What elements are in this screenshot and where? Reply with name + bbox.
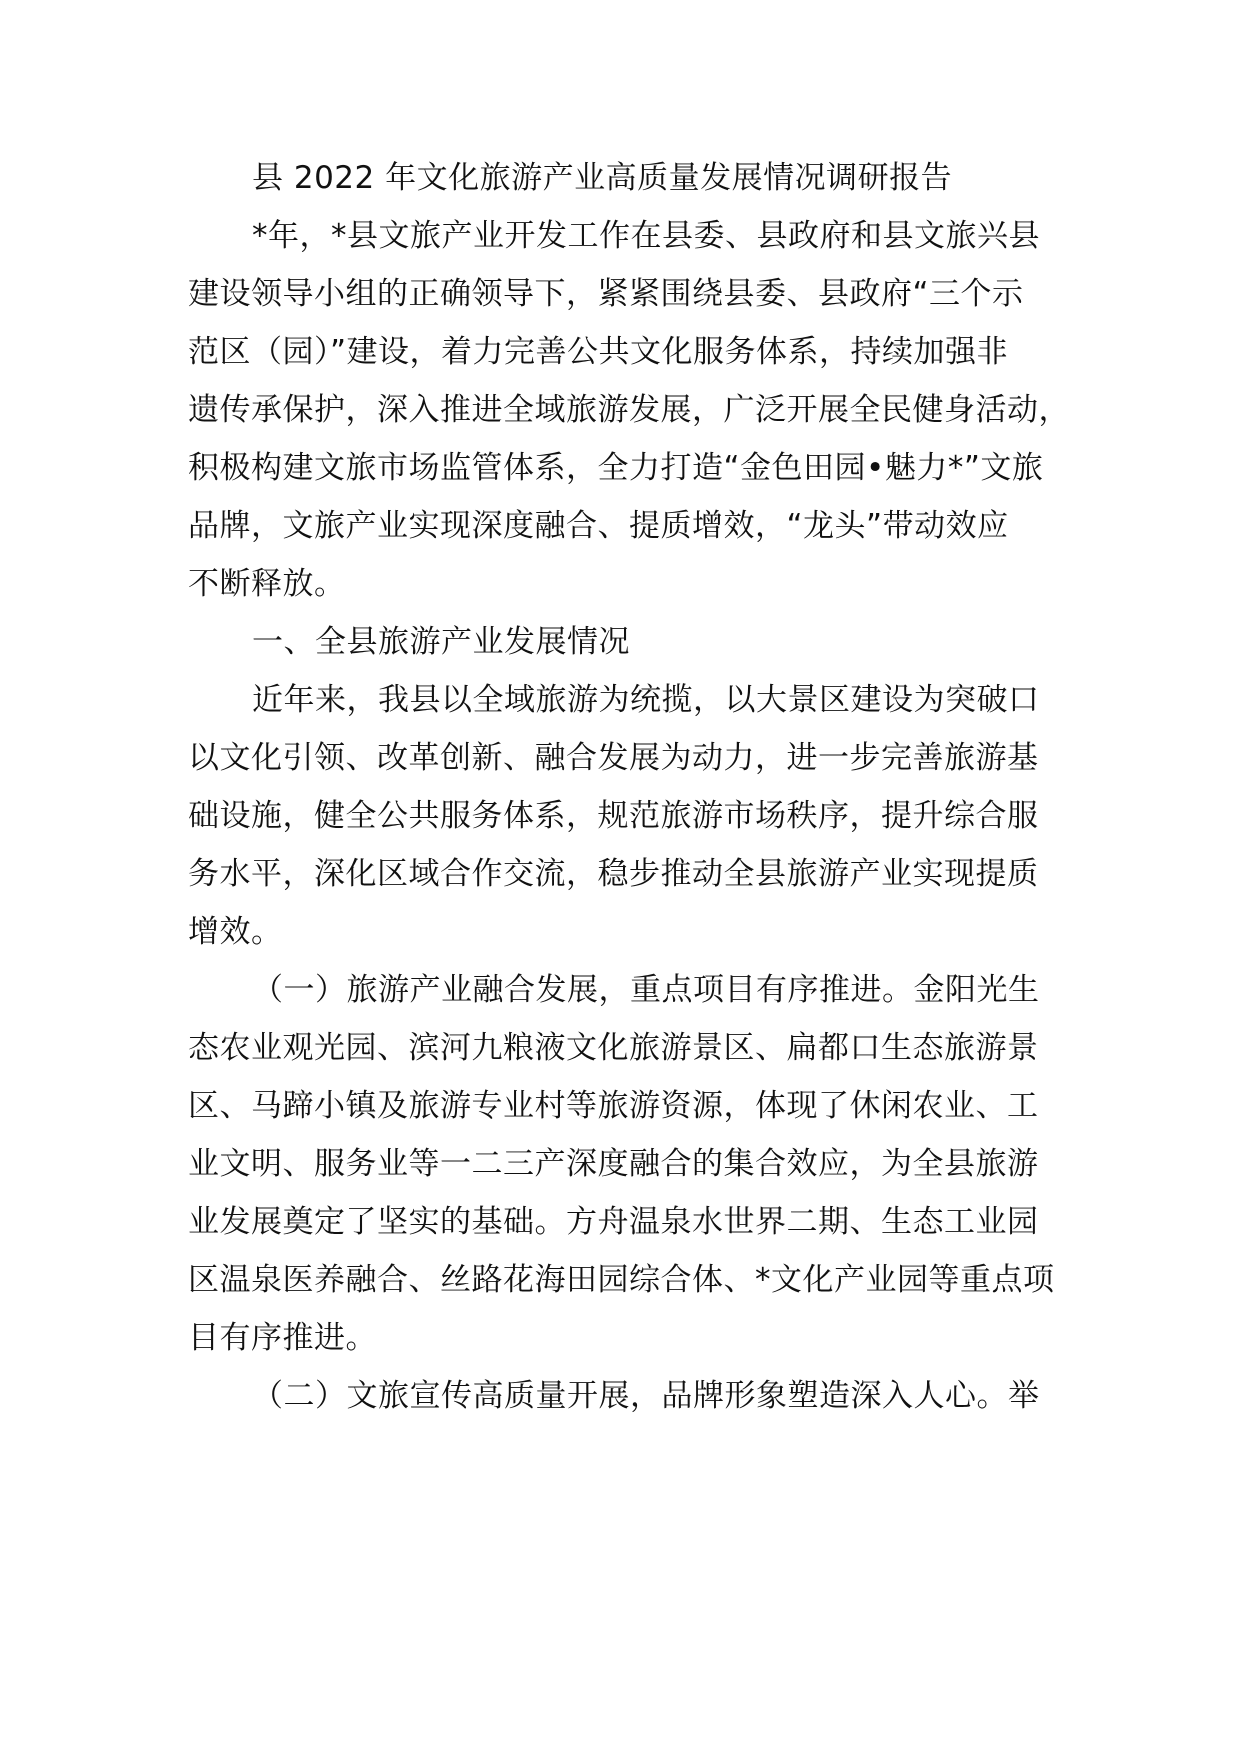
paragraph-line: 区、马蹄小镇及旅游专业村等旅游资源，体现了休闲农业、工 xyxy=(188,1088,1039,1124)
subsection-line: （二）文旅宣传高质量开展，品牌形象塑造深入人心。举 xyxy=(252,1378,1040,1414)
paragraph-line: 态农业观光园、滨河九粮液文化旅游景区、扁都口生态旅游景 xyxy=(188,1030,1039,1066)
paragraph-line: 范区（园）”建设，着力完善公共文化服务体系，持续加强非 xyxy=(188,334,1009,370)
paragraph-line: 遗传承保护，深入推进全域旅游发展，广泛开展全民健身活动， xyxy=(188,392,1070,428)
subsection-line: （一）旅游产业融合发展，重点项目有序推进。金阳光生 xyxy=(252,972,1040,1008)
paragraph-line: 业发展奠定了坚实的基础。方舟温泉水世界二期、生态工业园 xyxy=(188,1204,1039,1240)
paragraph-line: 近年来，我县以全域旅游为统揽，以大景区建设为突破口 xyxy=(252,682,1040,718)
paragraph-line: 增效。 xyxy=(188,914,283,950)
paragraph-line: 区温泉医养融合、丝路花海田园综合体、*文化产业园等重点项 xyxy=(188,1262,1055,1298)
paragraph-line: 建设领导小组的正确领导下，紧紧围绕县委、县政府“三个示 xyxy=(188,276,1024,312)
paragraph-line: 础设施，健全公共服务体系，规范旅游市场秩序，提升综合服 xyxy=(188,798,1039,834)
paragraph-line: 不断释放。 xyxy=(188,566,346,602)
report-title: 县 2022 年文化旅游产业高质量发展情况调研报告 xyxy=(252,160,953,196)
paragraph-line: 积极构建文旅市场监管体系，全力打造“金色田园•魅力*”文旅 xyxy=(188,450,1044,486)
paragraph-line: 以文化引领、改革创新、融合发展为动力，进一步完善旅游基 xyxy=(188,740,1039,776)
paragraph-line: *年，*县文旅产业开发工作在县委、县政府和县文旅兴县 xyxy=(252,218,1040,254)
paragraph-line: 业文明、服务业等一二三产深度融合的集合效应，为全县旅游 xyxy=(188,1146,1039,1182)
paragraph-line: 务水平，深化区域合作交流，稳步推动全县旅游产业实现提质 xyxy=(188,856,1039,892)
paragraph-line: 目有序推进。 xyxy=(188,1320,377,1356)
section-heading: 一、全县旅游产业发展情况 xyxy=(252,624,630,660)
paragraph-line: 品牌，文旅产业实现深度融合、提质增效，“龙头”带动效应 xyxy=(188,508,1009,544)
